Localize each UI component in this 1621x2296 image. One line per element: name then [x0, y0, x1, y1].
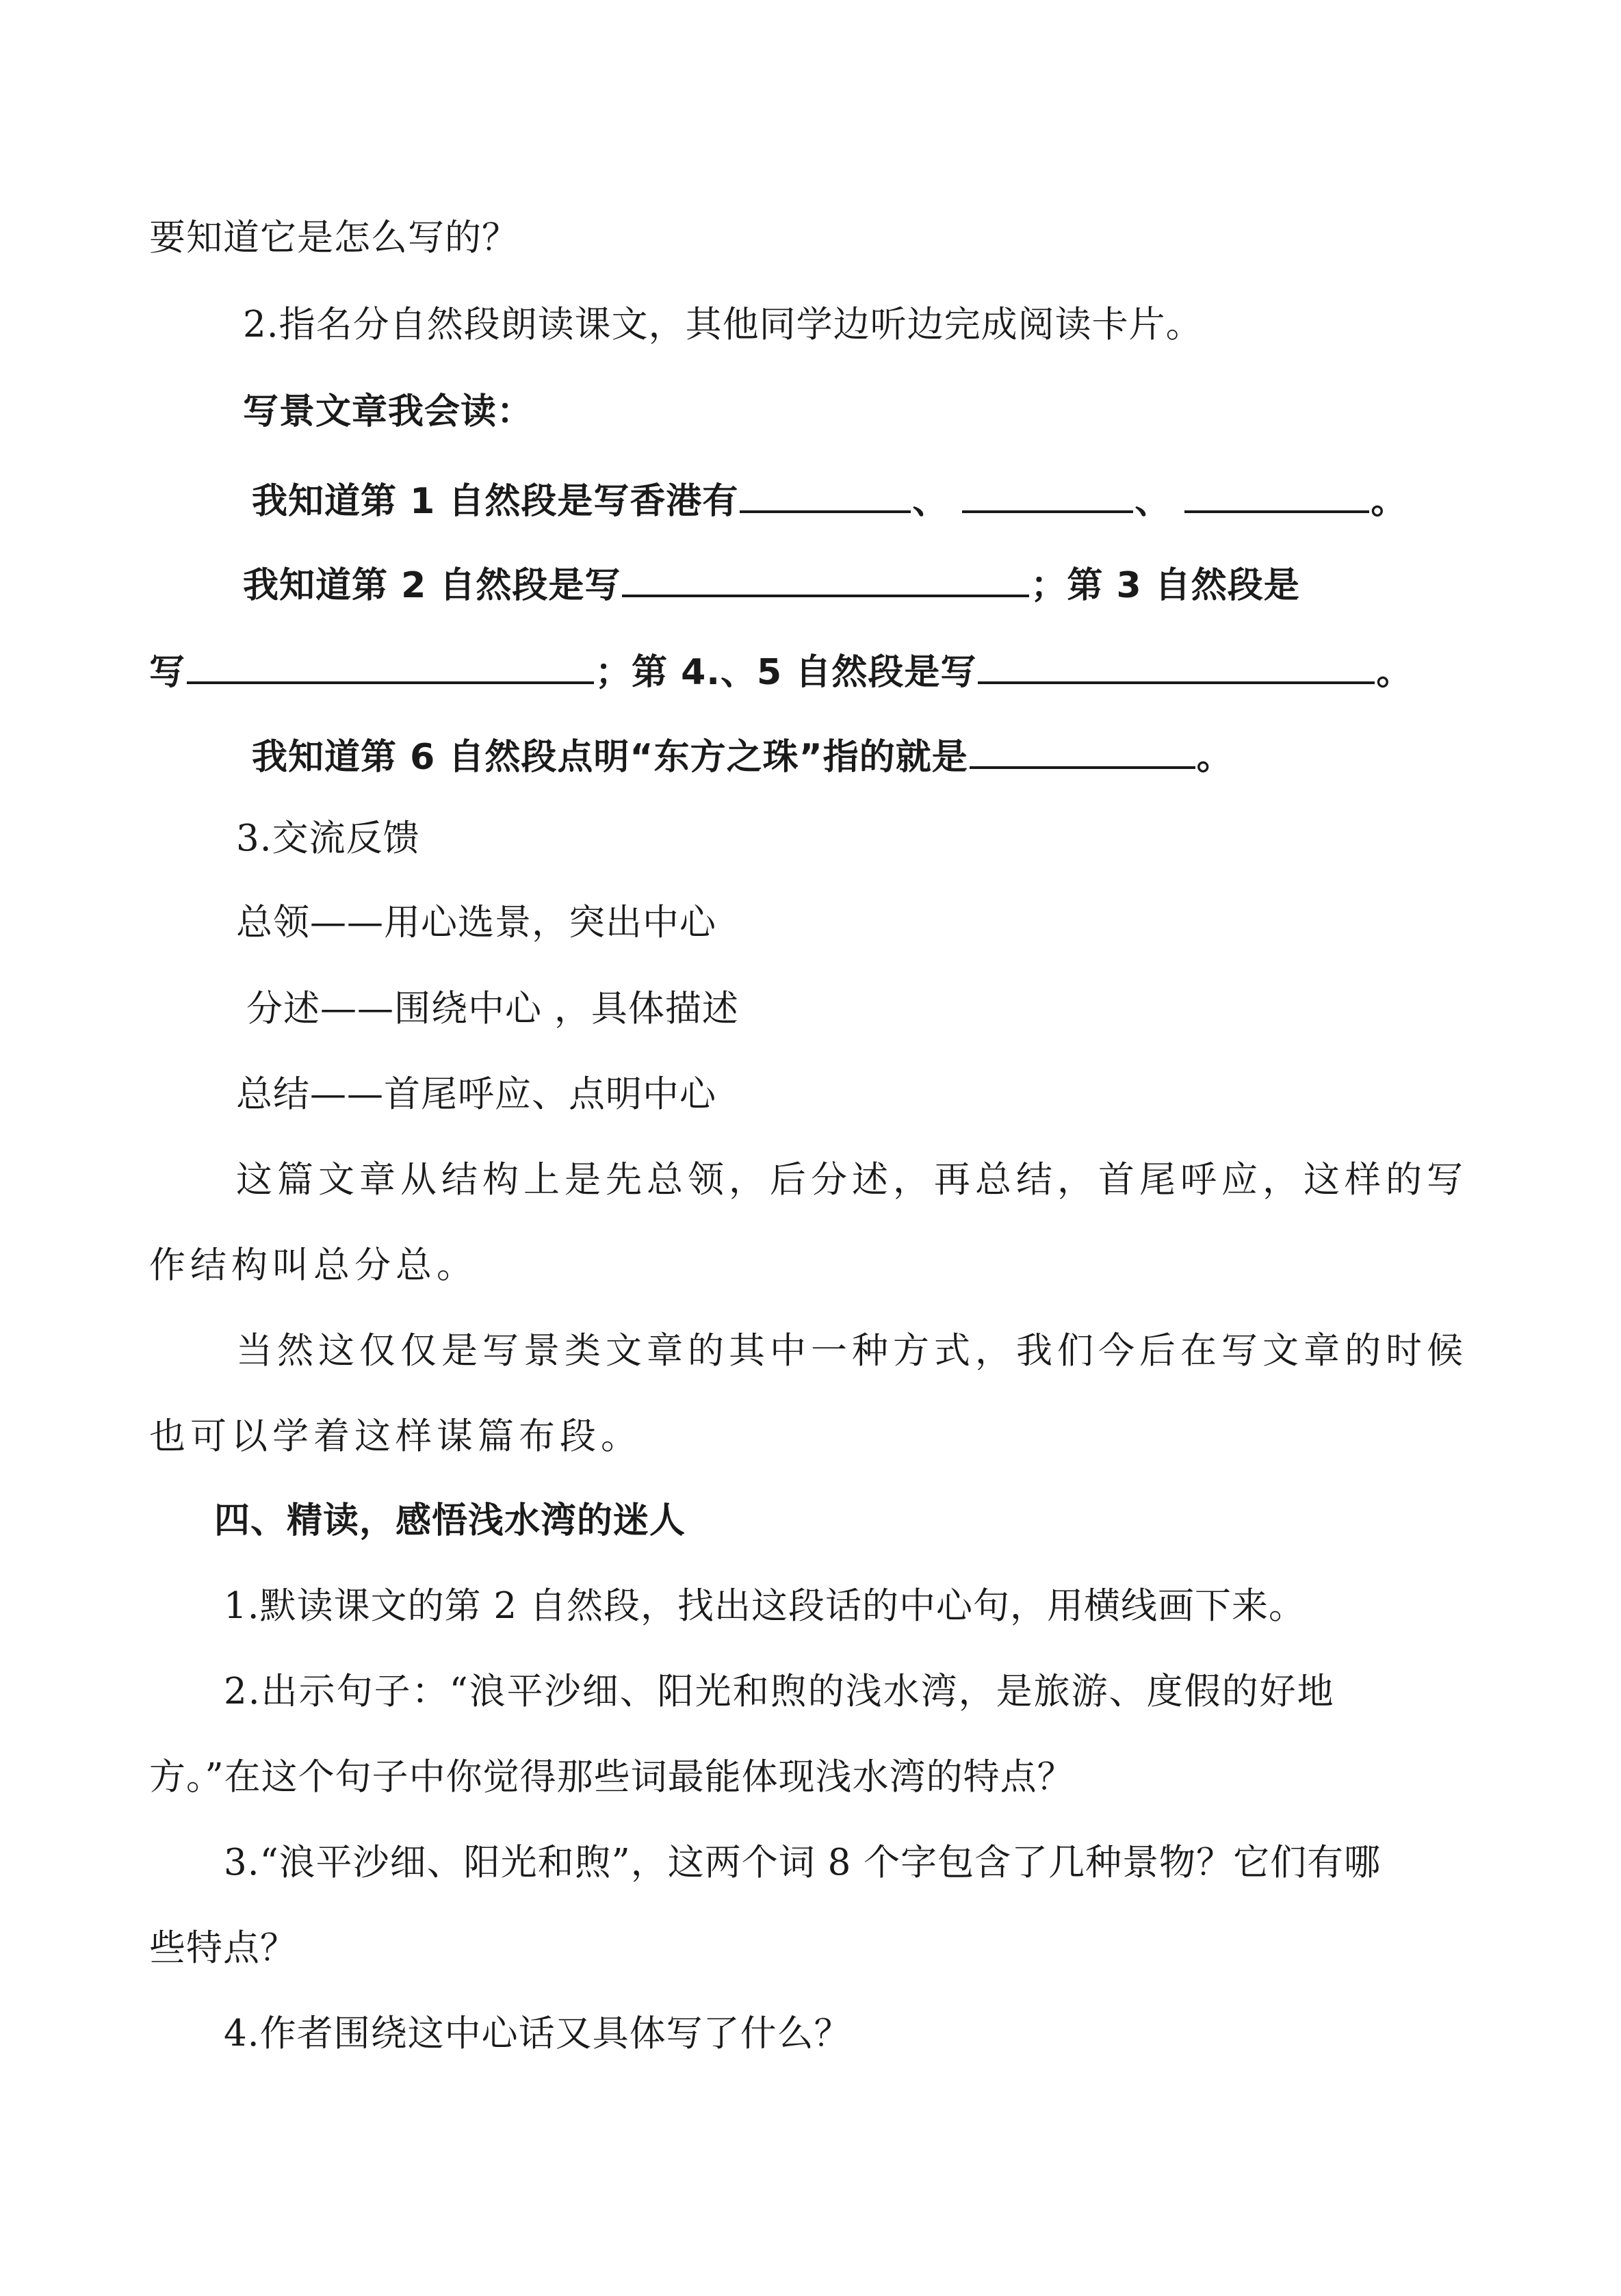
reading-card-heading: 写景文章我会读：: [243, 391, 534, 432]
line-text: 。: [1376, 652, 1413, 693]
paragraph-line: 3.“浪平沙细、阳光和煦”，这两个词 8 个字包含了几种景物？它们有哪: [224, 1842, 1382, 1883]
reading-card-line-2: [243, 559, 1300, 610]
paragraph-line: 也可以学着这样谋篇布段。: [149, 1416, 642, 1457]
paragraph-line: 1.默读课文的第 2 自然段，找出这段话的中心句，用横线画下来。: [224, 1585, 1306, 1627]
fill-blank[interactable]: [962, 475, 1133, 513]
fill-blank[interactable]: [622, 559, 1029, 597]
line-text: 写: [149, 652, 186, 693]
line-text: ；第 3 自然段是: [1030, 565, 1300, 606]
paragraph-line: 作结构叫总分总。: [149, 1244, 478, 1286]
paragraph-line: 总结——首尾呼应、点明中心: [236, 1073, 716, 1115]
paragraph-line: 总领——用心选景，突出中心: [236, 902, 716, 943]
paragraph-line: 2.指名分自然段朗读课文，其他同学边听边完成阅读卡片。: [243, 304, 1203, 345]
paragraph-line: 方。”在这个句子中你觉得那些词最能体现浅水湾的特点？: [149, 1756, 1074, 1798]
paragraph-line: 4.作者围绕这中心话又具体写了什么？: [224, 2013, 851, 2054]
line-text: 。: [1371, 481, 1408, 522]
paragraph-line: 些特点？: [149, 1927, 297, 1969]
fill-blank[interactable]: [740, 475, 911, 513]
paragraph-line: 当然这仅仅是写景类文章的其中一种方式，我们今后在写文章的时候: [236, 1330, 1468, 1372]
paragraph-line: 分述——围绕中心 ，具体描述: [246, 988, 739, 1030]
fill-blank[interactable]: [970, 731, 1195, 769]
line-text: 、: [912, 481, 949, 522]
line-text: 我知道第 6 自然段点明“东方之珠”指的就是: [252, 737, 968, 778]
reading-card-line-3: [149, 646, 1412, 696]
fill-blank[interactable]: [978, 646, 1375, 684]
section-heading: 四、精读，感悟浅水湾的迷人: [214, 1500, 686, 1541]
fill-blank[interactable]: [187, 646, 594, 684]
paragraph-line: 2.出示句子：“浪平沙细、阳光和煦的浅水湾，是旅游、度假的好地: [224, 1671, 1335, 1712]
reading-card-line-1: [252, 475, 1407, 525]
line-text: ；第 4.、5 自然段是写: [595, 652, 977, 693]
paragraph-line: 这篇文章从结构上是先总领，后分述，再总结，首尾呼应，这样的写: [236, 1159, 1468, 1201]
reading-card-line-4: [252, 731, 1233, 781]
line-text: 、: [1134, 481, 1171, 522]
fill-blank[interactable]: [1184, 475, 1369, 513]
line-text: 我知道第 1 自然段是写香港有: [252, 481, 739, 522]
line-text: 。: [1196, 737, 1233, 778]
paragraph-line: 3.交流反馈: [236, 818, 420, 859]
line-text: 我知道第 2 自然段是写: [243, 565, 621, 606]
paragraph-line: 要知道它是怎么写的？: [149, 217, 519, 259]
